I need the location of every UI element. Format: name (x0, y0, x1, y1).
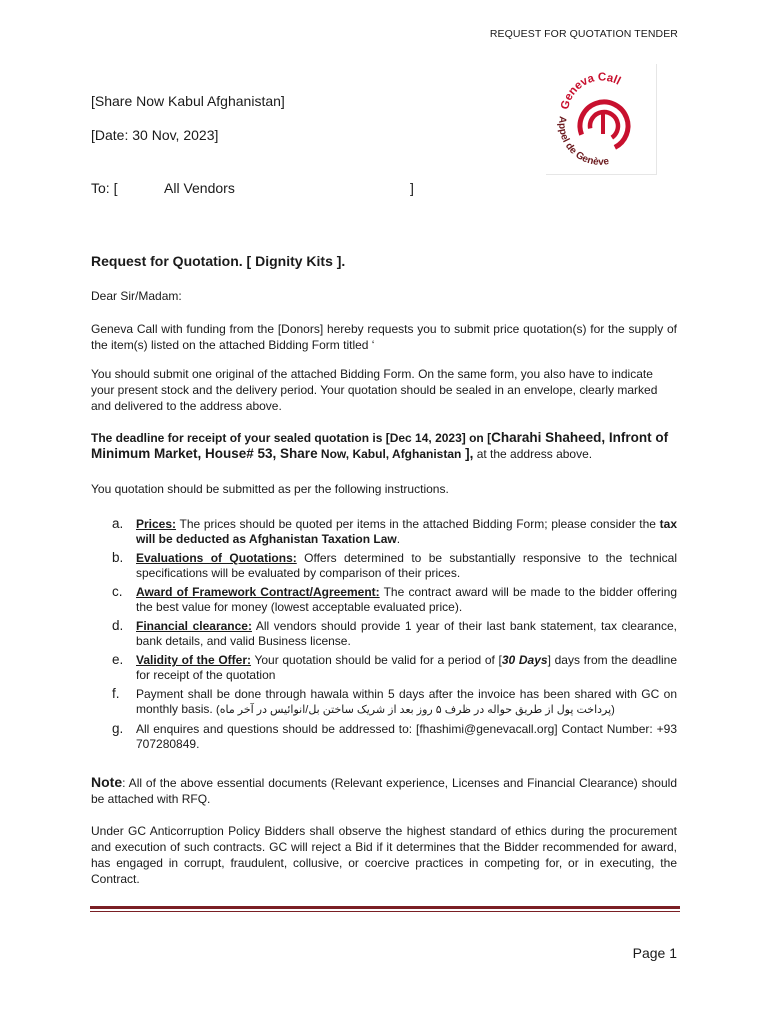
list-marker: f. (112, 686, 120, 701)
list-marker: g. (112, 721, 124, 736)
note-label: Note (91, 774, 123, 790)
deadline-paragraph (91, 430, 677, 462)
item-text: Payment shall be done through hawala within 5 days after the invoice has been shared with GC on monthly basis. (136, 687, 677, 716)
deadline-bracket: ], (461, 446, 474, 461)
item-bold: tax will be deducted as Afghanistan Taxation Law (136, 517, 677, 546)
list-marker: e. (112, 652, 124, 667)
list-item-financial (112, 619, 677, 649)
page-number: Page 1 (632, 945, 677, 961)
footer-rule-thick (90, 906, 680, 909)
item-label: Financial clearance: (136, 619, 252, 633)
logo-text-side: Appel de Genève (556, 115, 610, 168)
item-text: The contract award will be made to the bidder offering the best value for money (lowest acceptable evaluated price). (136, 585, 677, 614)
list-item-validity (112, 653, 677, 683)
item-label: Prices: (136, 517, 177, 531)
list-marker: c. (112, 584, 123, 599)
item-text: All vendors should provide 1 year of their last bank statement, tax clearance, bank details, and valid Business license. (136, 619, 677, 648)
recipient-suffix: ] (410, 180, 414, 196)
intro-paragraph: Geneva Call with funding from the [Donors] hereby requests you to submit price quotation(s) for the supply of the item(s) listed on the attached Bidding Form titled ‘ (91, 322, 677, 352)
deadline-prefix: The deadline for receipt of your sealed quotation is [Dec 14, 2023] on [ (91, 431, 492, 445)
item-label: Validity of the Offer: (136, 653, 252, 667)
salutation: Dear Sir/Madam: (91, 289, 182, 303)
letter-date: [Date: 30 Nov, 2023] (91, 127, 219, 143)
rfq-title: Request for Quotation. [ Dignity Kits ]. (91, 253, 346, 269)
item-bold: 30 Days (501, 653, 548, 667)
list-marker: d. (112, 618, 124, 633)
item-dari-text: (پرداخت پول از طریق حواله در ظرف ۵ روز بعد از شریک ساختن بل/انوائیس در آخر ماه) (216, 704, 615, 716)
recipient-line (91, 180, 414, 196)
list-item-evaluations (112, 551, 677, 581)
list-item-enquiries (112, 722, 677, 752)
recipient-prefix: To: [ (91, 180, 118, 196)
footer-rule-thin (90, 911, 680, 912)
sender-location: [Share Now Kabul Afghanistan] (91, 93, 285, 109)
document-header-title: REQUEST FOR QUOTATION TENDER (489, 28, 678, 40)
item-end: ] days from the deadline for receipt of the quotation (136, 653, 678, 682)
instructions-intro: You quotation should be submitted as per the following instructions. (91, 482, 449, 496)
list-marker: a. (112, 516, 124, 531)
list-item-payment (112, 687, 677, 718)
anticorruption-paragraph: Under GC Anticorruption Policy Bidders shall observe the highest standard of ethics during the procurement and execution of such contracts. GC will reject a Bid if it determines that the Bidder recommended for award, has engaged in corrupt, fraudulent, collusive, or coercive practices in competing for, or in executing, the Contract. (91, 824, 677, 886)
item-label: Award of Framework Contract/Agreement: (136, 585, 380, 599)
list-marker: b. (112, 550, 124, 565)
geneva-call-logo (546, 64, 656, 174)
instructions-list (112, 517, 677, 756)
item-text: Your quotation should be valid for a period of [ (251, 653, 502, 667)
item-text: Offers determined to be substantially responsive to the technical specifications will be evaluated by comparison of their prices. (136, 551, 678, 580)
item-label: Evaluations of Quotations: (136, 551, 297, 565)
logo-text-top: Geneva Call (559, 71, 623, 111)
list-item-award (112, 585, 677, 615)
submission-paragraph: You should submit one original of the attached Bidding Form. On the same form, you also have to indicate your present stock and the delivery period. Your quotation should be sealed in an envelope, clearly marked and delivered to the address above. (91, 367, 658, 413)
deadline-tail: at the address above. (473, 447, 593, 461)
item-text: The prices should be quoted per items in the attached Bidding Form; please consider the (176, 517, 660, 531)
deadline-address-small: Now, Kabul, Afghanistan (317, 447, 462, 461)
item-end: . (396, 532, 401, 546)
recipient-value: All Vendors (164, 180, 235, 196)
note-text: : All of the above essential documents (Relevant experience, Licenses and Financial Clearance) should be attached with RFQ. (91, 776, 677, 806)
list-item-prices (112, 517, 677, 547)
note-paragraph (91, 774, 677, 807)
logo-frame (546, 64, 657, 175)
item-text: All enquires and questions should be addressed to: [fhashimi@genevacall.org] Contact Number: +93 707280849. (136, 722, 677, 751)
deadline-address: Charahi Shaheed, Infront of Minimum Market, House# 53, Share (91, 430, 669, 461)
